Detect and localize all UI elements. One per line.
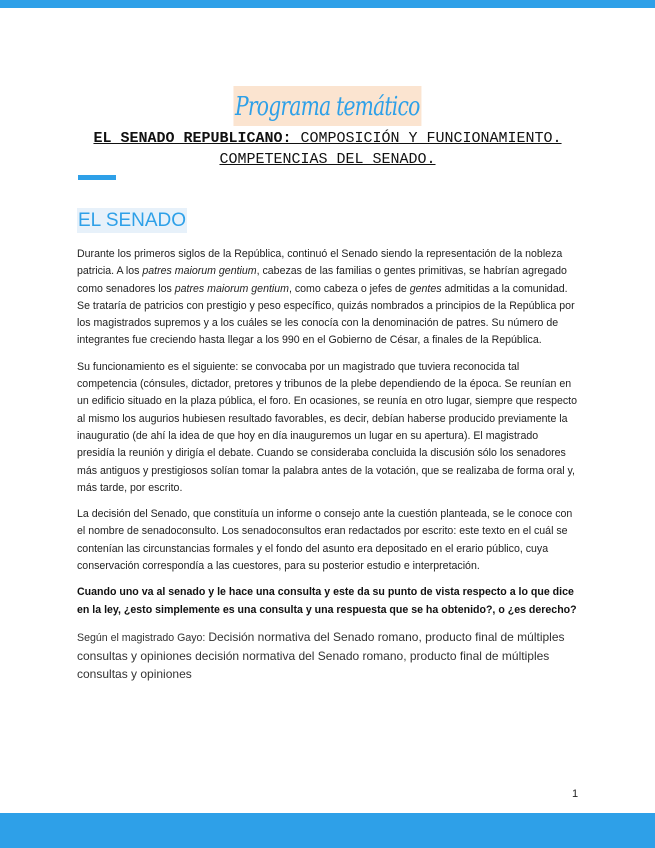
page-title: Programa temático — [234, 86, 422, 126]
page-subtitle — [60, 128, 595, 170]
gayo-definition: Decisión normativa del Senado romano, producto final de múltiples consultas y opiniones decisión normativa del Senado romano, producto final de múltiples consultas y opiniones — [77, 629, 565, 681]
italic-term: gentes — [409, 282, 442, 295]
page-number: 1 — [572, 788, 579, 800]
paragraph-text: admitidas a la comunidad. Se trataría de patricios con prestigio y peso específico, quizás nombrados a principios de la República por los magistrados supremos y a los cuáles se les conocía con la denominación de patres. Su número de integrantes fue creciendo hasta llegar a los 990 en el Gobierno de César, a finales de la República. — [77, 282, 575, 347]
gayo-lead: Según el magistrado Gayo: — [77, 631, 209, 644]
accent-divider — [78, 175, 116, 180]
paragraph-text: Durante los primeros siglos de la República, continuó el Senado siendo la representación de la nobleza patricia. A los — [77, 248, 563, 278]
top-accent-bar — [0, 0, 655, 8]
subtitle-bold-part: EL SENADO REPUBLICANO: — [93, 130, 292, 147]
subtitle-rest-part: COMPOSICIÓN Y FUNCIONAMIENTO. COMPETENCIAS DEL SENADO. — [219, 130, 562, 168]
paragraph-text: , cabezas de las familias o gentes primitivas, se habrían agregado como senadores los — [77, 265, 567, 295]
italic-term: patres maiorum gentium — [174, 282, 289, 295]
paragraph-text: , como cabeza o jefes de — [288, 282, 410, 295]
paragraph-composition — [77, 246, 577, 350]
paragraph-decision: La decisión del Senado, que constituía un informe o consejo ante la cuestión planteada, se le conoce con el nombre de senadoconsulto. Los senadoconsultos eran redactados por escrito: este texto en el cuál se contenían las circunstancias formales y el fondo del asunto era depositado en el erario público, cuya conservación correspondía a las cuestores, para su posterior estudio e interpretación. — [77, 508, 573, 573]
title-container — [0, 86, 655, 126]
paragraph-functioning: Su funcionamiento es el siguiente: se convocaba por un magistrado que tuviera reconocida tal competencia (cónsules, dictador, pretores y tribunos de la plebe dependiendo de la época. Se reunían en un edificio situado en la plaza pública, el foro. En ocasiones, se reunía en otro lugar, siempre que respecto al mismo los augurios hubiesen resultado favorables, es decir, debían haberse producido previamente la inauguratio (de ahí la idea de que hoy en día inauguremos un lugar en su apertura). El magistrado presidía la reunión y dirigía el debate. Cuando se consideraba concluida la discusión sólo los senadores más antiguos y prestigiosos solían tomar la palabra antes de la votación, que se realizaba de forma oral y, más tarde, por escrito. — [77, 360, 577, 494]
section-heading: EL SENADO — [78, 210, 187, 231]
bottom-accent-bar — [0, 813, 655, 848]
paragraph-gayo — [77, 628, 577, 683]
paragraph-question: Cuando uno va al senado y le hace una consulta y este da su punto de vista respecto a lo que dice en la ley, ¿esto simplemente es una consulta y una respuesta que se ha obtenido?, o ¿es derecho? — [77, 586, 577, 616]
document-body — [77, 246, 577, 692]
italic-term: patres maiorum gentium — [142, 265, 257, 278]
